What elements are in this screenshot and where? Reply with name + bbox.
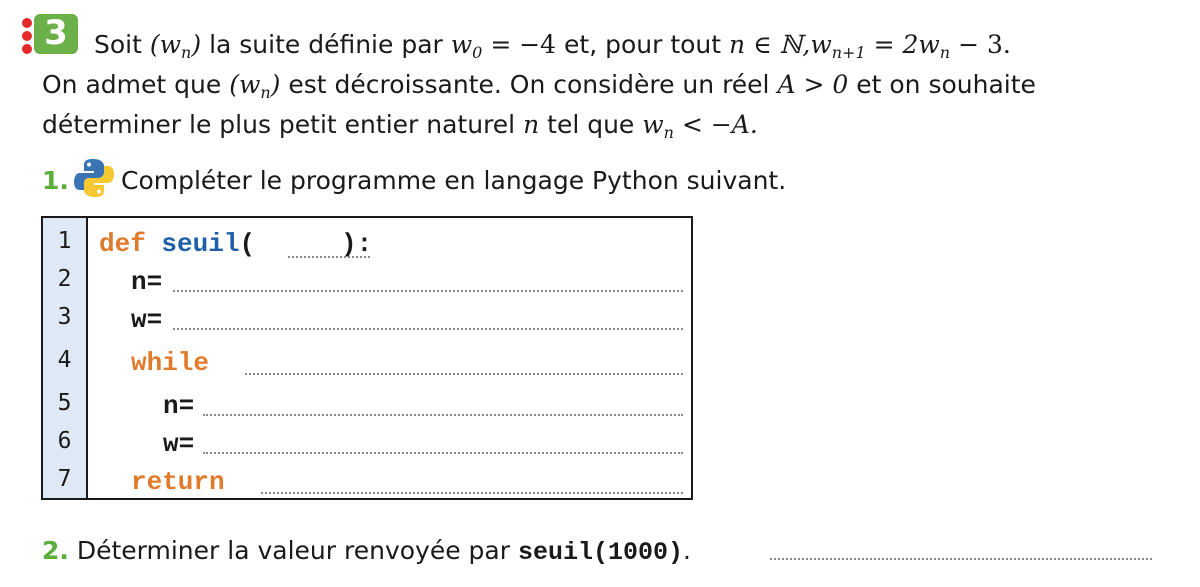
bullet-dot-icon xyxy=(22,18,32,28)
code-line-4 xyxy=(131,348,209,378)
set-notation: n ∈ ℕ, xyxy=(729,30,811,59)
text: déterminer le plus petit entier naturel xyxy=(42,110,516,139)
sequence-notation: $(w_n)$ xyxy=(229,70,281,102)
exercise-badge xyxy=(18,14,80,54)
inequality: $w_n < -A$. xyxy=(642,110,758,142)
text: est décroissante. On considère un réel xyxy=(288,70,770,99)
function-name: seuil xyxy=(161,229,240,259)
line-number: 4 xyxy=(57,347,72,373)
blank-return-value[interactable] xyxy=(261,492,683,494)
statement-line-3 xyxy=(42,110,758,142)
question-number: 1. xyxy=(42,166,69,195)
statement-line-1 xyxy=(94,30,1011,62)
code-editor xyxy=(41,216,693,500)
text: et on souhaite xyxy=(856,70,1036,99)
math-A: A > 0 xyxy=(777,70,849,99)
code-line-6 xyxy=(163,429,194,459)
blank-w-update[interactable] xyxy=(203,452,683,454)
w-assign: w= xyxy=(131,305,163,335)
blank-n-init[interactable] xyxy=(173,290,683,292)
line-number-gutter xyxy=(43,218,88,498)
text: tel que xyxy=(547,110,635,139)
bullet-dot-icon xyxy=(22,44,32,54)
text: On admet que xyxy=(42,70,222,99)
question-2-text: Déterminer la valeur renvoyée par xyxy=(76,536,511,565)
n-assign: n= xyxy=(131,267,163,297)
line-number: 5 xyxy=(57,390,72,416)
recurrence: $w_{n+1} = 2w_n - 3$. xyxy=(810,30,1011,62)
line-number: 7 xyxy=(57,466,72,492)
question-1 xyxy=(42,166,69,195)
line-number: 3 xyxy=(57,304,72,330)
sequence-notation: $(w_n)$ xyxy=(149,30,202,62)
text: et, pour tout xyxy=(564,30,722,59)
code-line-1 xyxy=(99,229,372,259)
keyword-return: return xyxy=(131,467,225,497)
code-line-2 xyxy=(131,267,162,297)
blank-while-condition[interactable] xyxy=(245,373,683,375)
question-number: 2. xyxy=(42,536,69,565)
text: Soit xyxy=(94,30,142,59)
text: la suite définie par xyxy=(209,30,443,59)
blank-w-init[interactable] xyxy=(173,328,683,330)
line-number: 2 xyxy=(57,266,72,292)
code-line-7 xyxy=(131,467,225,497)
initial-term: $w_0 = -4$ xyxy=(450,30,557,62)
python-logo-icon xyxy=(72,156,116,200)
paren: ): xyxy=(341,229,373,259)
blank-parameter[interactable] xyxy=(288,256,370,258)
question-2 xyxy=(42,536,691,567)
bullet-dot-icon xyxy=(22,31,32,41)
w-assign: w= xyxy=(163,429,195,459)
keyword-def: def xyxy=(99,229,146,259)
code-line-3 xyxy=(131,305,162,335)
blank-answer[interactable] xyxy=(770,558,1152,560)
blank-n-update[interactable] xyxy=(203,414,683,416)
line-number: 6 xyxy=(57,428,72,454)
n-assign: n= xyxy=(163,391,195,421)
question-1-text: Compléter le programme en langage Python suivant. xyxy=(121,166,787,195)
statement-line-2 xyxy=(42,70,1036,102)
keyword-while: while xyxy=(131,348,210,378)
paren: ( xyxy=(239,229,256,259)
code-line-5 xyxy=(163,391,194,421)
text: . xyxy=(683,536,691,565)
function-call: seuil(1000) xyxy=(517,538,683,567)
line-number: 1 xyxy=(57,228,72,254)
math-n: n xyxy=(523,110,540,139)
exercise-number: 3 xyxy=(44,13,68,53)
